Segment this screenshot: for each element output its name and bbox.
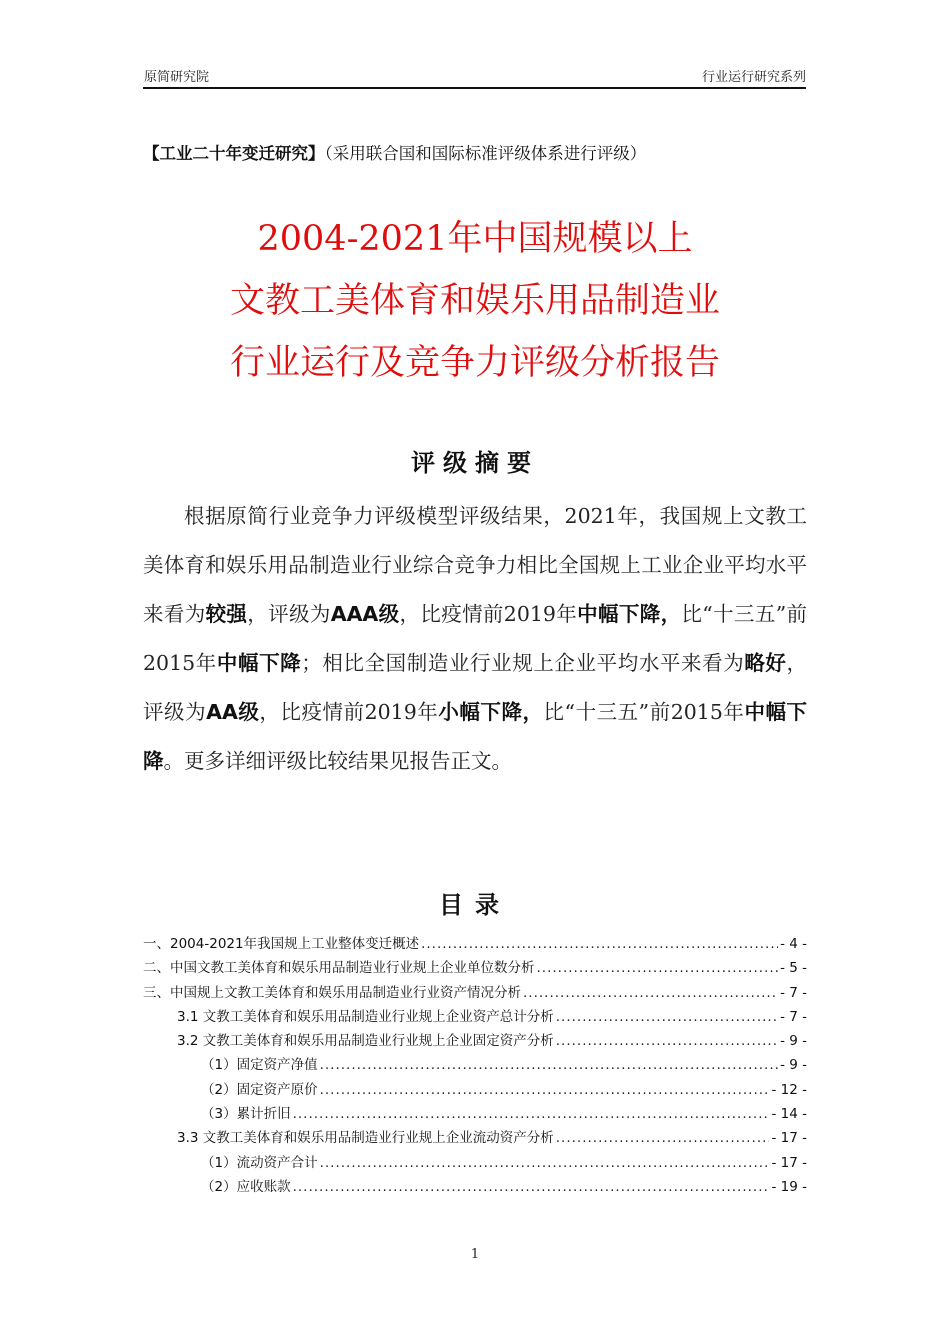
toc-entry-label[interactable]: 三、中国规上文教工美体育和娱乐用品制造业行业资产情况分析: [143, 984, 521, 1001]
toc-leader-dots: [421, 936, 778, 952]
summary-emphasis: 小幅下降，: [438, 700, 544, 724]
toc-entry[interactable]: [143, 1053, 807, 1077]
toc-entry[interactable]: [143, 981, 807, 1005]
table-of-contents: [143, 932, 807, 1199]
toc-entry[interactable]: [143, 932, 807, 956]
toc-leader-dots: [537, 960, 779, 976]
title-line-1: 2004-2021年中国规模以上: [257, 219, 693, 259]
toc-entry-page[interactable]: - 7 -: [780, 984, 807, 1001]
toc-entry-page[interactable]: - 12 -: [771, 1081, 807, 1098]
toc-entry-page[interactable]: - 9 -: [780, 1057, 807, 1074]
summary-text: ，评级为: [143, 651, 808, 724]
toc-leader-dots: [556, 1130, 770, 1146]
report-title: [0, 208, 950, 394]
summary-text: ，比疫情前2019年: [259, 700, 439, 724]
toc-leader-dots: [320, 1155, 770, 1171]
summary-emphasis: AA级: [206, 700, 260, 724]
title-line-2: 文教工美体育和娱乐用品制造业: [229, 281, 720, 321]
toc-entry-page[interactable]: - 17 -: [771, 1130, 807, 1147]
toc-entry-label[interactable]: 3.1 文教工美体育和娱乐用品制造业行业规上企业资产总计分析: [177, 1008, 554, 1025]
page-number: 1: [470, 1247, 480, 1262]
summary-emphasis: AAA级: [330, 602, 400, 626]
toc-entry[interactable]: [143, 1126, 807, 1150]
toc-entry-page[interactable]: - 4 -: [780, 936, 807, 952]
header-rule: [143, 87, 806, 89]
toc-entry-label[interactable]: 二、中国文教工美体育和娱乐用品制造业行业规上企业单位数分析: [143, 960, 535, 977]
toc-entry-label[interactable]: 3.2 文教工美体育和娱乐用品制造业行业规上企业固定资产分析: [177, 1033, 554, 1050]
series-note: （采用联合国和国际标准评级体系进行评级）: [324, 144, 647, 163]
toc-entry-label[interactable]: （1）固定资产净值: [201, 1057, 318, 1074]
toc-heading: 目录: [439, 891, 511, 919]
toc-leader-dots: [320, 1082, 770, 1098]
toc-entry-label[interactable]: 一、2004-2021年我国规上工业整体变迁概述: [143, 936, 420, 952]
summary-text: 比“十三五”前2015年: [143, 602, 808, 675]
summary-text: ；相比全国制造业行业规上企业平均水平来看为: [301, 651, 745, 675]
summary-paragraph: [143, 492, 807, 786]
toc-entry-label[interactable]: （2）应收账款: [201, 1178, 291, 1195]
toc-entry-page[interactable]: - 17 -: [771, 1154, 807, 1171]
title-line-3: 行业运行及竞争力评级分析报告: [229, 343, 720, 383]
toc-leader-dots: [556, 1033, 778, 1049]
toc-leader-dots: [293, 1106, 770, 1122]
toc-entry[interactable]: [143, 956, 807, 980]
series-tagline: [143, 140, 646, 164]
summary-emphasis: 中幅下降，: [577, 602, 682, 626]
summary-text: 根据原简行业竞争力评级模型评级结果，2021年，我国规上文教工美体育和娱乐用品制造业行业综合竞争力相比全国规上工业企业平均水平来看为: [143, 504, 807, 626]
toc-entry-label[interactable]: 3.3 文教工美体育和娱乐用品制造业行业规上企业流动资产分析: [177, 1130, 554, 1147]
toc-leader-dots: [556, 1009, 778, 1025]
summary-emphasis: 较强: [205, 602, 248, 626]
summary-body: [143, 492, 807, 786]
summary-emphasis: 中幅下降: [216, 651, 302, 675]
header-series-name: 行业运行研究系列: [701, 70, 806, 85]
summary-emphasis: 中幅下降: [143, 700, 808, 773]
toc-leader-dots: [523, 985, 778, 1001]
series-bracket: 【工业二十年变迁研究】: [143, 144, 325, 163]
toc-entry[interactable]: [143, 1102, 807, 1126]
summary-text: ，评级为: [247, 602, 331, 626]
toc-entry-page[interactable]: - 7 -: [780, 1008, 807, 1025]
toc-leader-dots: [320, 1057, 778, 1073]
header-org-name: 原简研究院: [144, 70, 210, 85]
toc-entry-label[interactable]: （3）累计折旧: [201, 1106, 291, 1123]
toc-entry[interactable]: [143, 1029, 807, 1053]
toc-entry[interactable]: [143, 1078, 807, 1102]
toc-entry-label[interactable]: （1）流动资产合计: [201, 1154, 318, 1171]
summary-emphasis: 略好: [744, 651, 787, 675]
toc-entry-page[interactable]: - 5 -: [780, 960, 807, 977]
toc-entry[interactable]: [143, 1175, 807, 1199]
toc-entry-label[interactable]: （2）固定资产原价: [201, 1081, 318, 1098]
toc-leader-dots: [293, 1179, 770, 1195]
toc-entry-page[interactable]: - 19 -: [771, 1178, 807, 1195]
toc-entry[interactable]: [143, 1005, 807, 1029]
toc-entry-page[interactable]: - 9 -: [780, 1033, 807, 1050]
toc-entry[interactable]: [143, 1151, 807, 1175]
summary-heading: 评级摘要: [411, 449, 539, 477]
summary-text: 比“十三五”前2015年: [543, 700, 745, 724]
toc-entry-page[interactable]: - 14 -: [771, 1106, 807, 1123]
summary-text: ，比疫情前2019年: [399, 602, 578, 626]
summary-text: 。更多详细评级比较结果见报告正文。: [163, 749, 512, 773]
